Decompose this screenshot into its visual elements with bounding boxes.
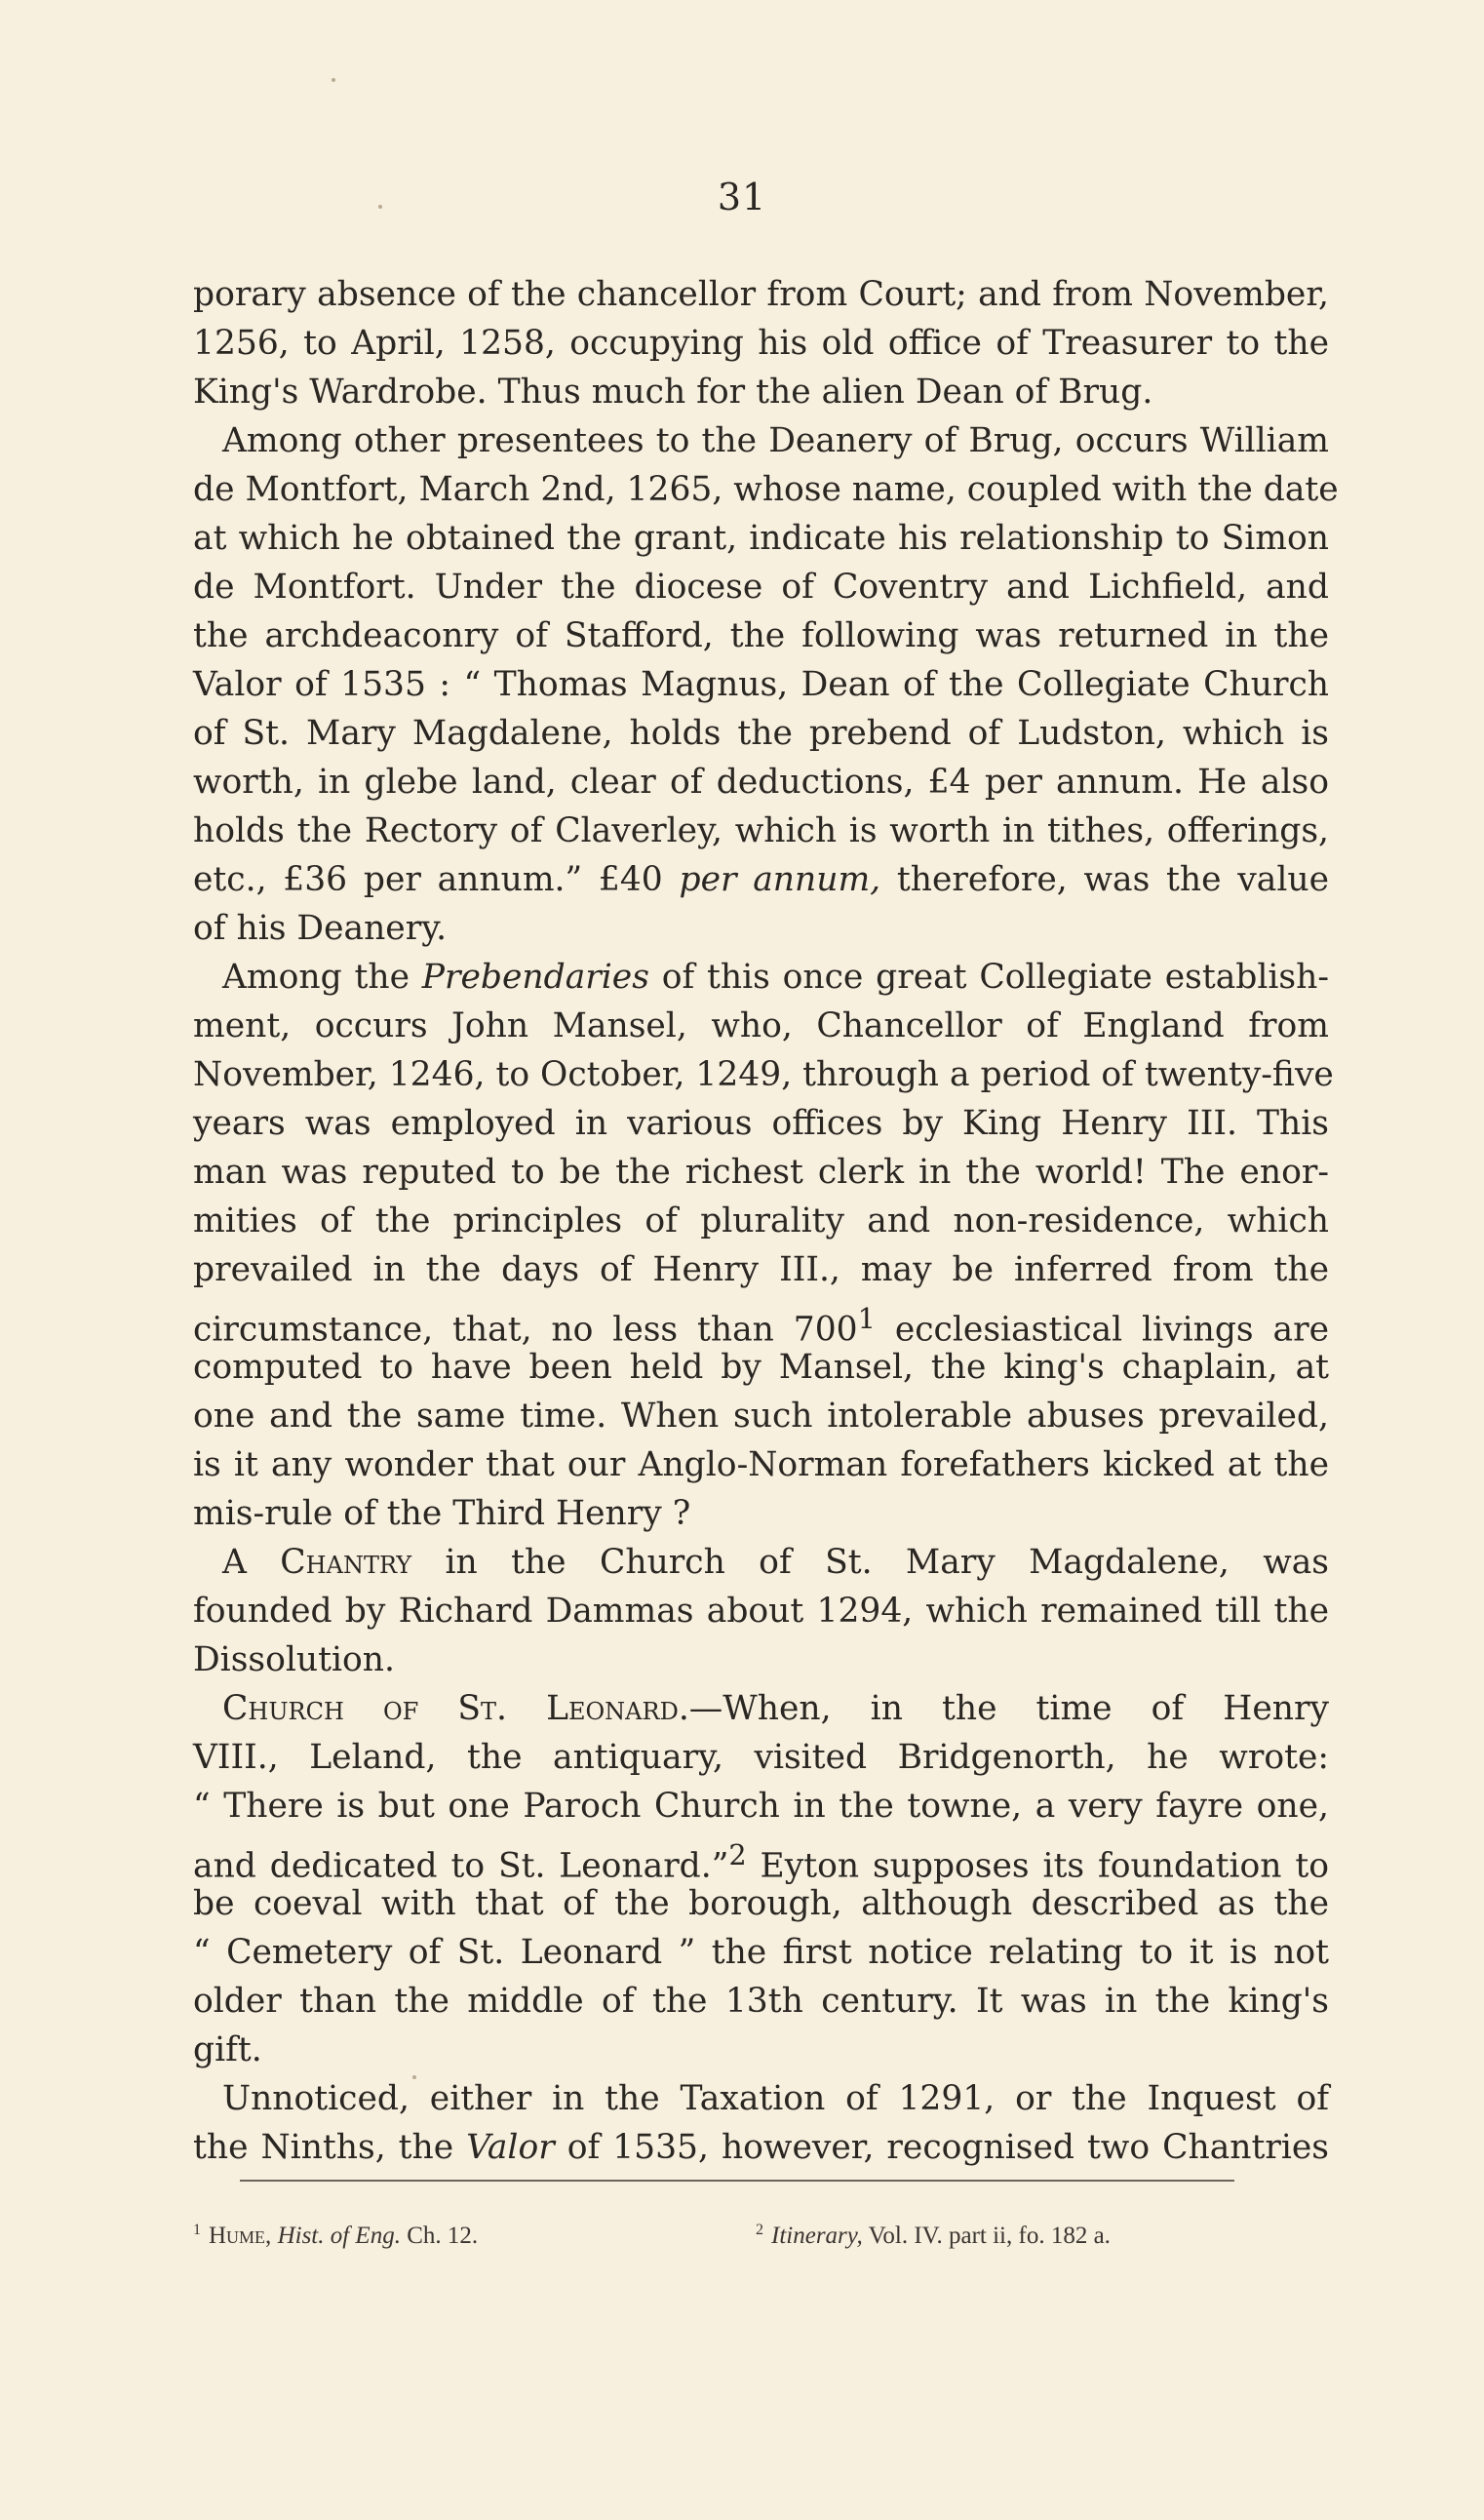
footnote-ref: Vol. IV. part ii, fo. 182 a. — [868, 2223, 1111, 2249]
text-segment: A — [222, 1543, 247, 1582]
footnote-2 — [756, 2222, 1111, 2250]
text-segment: ecclesiastical livings are — [894, 1310, 1329, 1350]
text-line: the archdeaconry of Stafford, the following was returned in the — [193, 616, 1329, 655]
text-line — [193, 1294, 1329, 1350]
text-segment: —When, in the time of Henry — [688, 1689, 1329, 1728]
text-line: years was employed in various offices by King Henry III. This — [193, 1104, 1329, 1143]
text-line: mis-rule of the Third Henry ? — [193, 1494, 691, 1533]
text-line: holds the Rectory of Claverley, which is worth in tithes, offerings, — [193, 811, 1329, 850]
text-line: prevailed in the days of Henry III., may be inferred from the — [193, 1250, 1329, 1289]
text-segment: therefore, was the value — [896, 860, 1329, 899]
text-line: Dissolution. — [193, 1640, 395, 1679]
paragraph-start — [193, 953, 1329, 1002]
paragraph-start: Among other presentees to the Deanery of Brug, occurs William — [222, 421, 1329, 460]
footnote-mark: 2 — [756, 2222, 763, 2238]
text-line: of his Deanery. — [193, 909, 448, 948]
text-line: one and the same time. When such intolerable abuses prevailed, — [193, 1397, 1329, 1436]
footnote-ref: Ch. 12. — [407, 2223, 479, 2249]
footnote-divider — [240, 2180, 1234, 2182]
paper-speck — [332, 78, 335, 82]
text-line — [193, 2123, 1329, 2172]
text-line: ment, occurs John Mansel, who, Chancellor of England from — [193, 1006, 1329, 1045]
text-line: of St. Mary Magdalene, holds the prebend of Ludston, which is — [193, 714, 1329, 753]
paragraph-start — [193, 1684, 1329, 1733]
italic-phrase: Valor — [466, 2128, 555, 2167]
text-line: be coeval with that of the borough, although described as the — [193, 1884, 1329, 1923]
text-line: porary absence of the chancellor from Court; and from November, — [193, 275, 1329, 314]
text-segment: Among the — [222, 958, 410, 997]
text-line: 1256, to April, 1258, occupying his old office of Treasurer to the — [193, 324, 1329, 363]
text-line: Valor of 1535 : “ Thomas Magnus, Dean of the Collegiate Church — [193, 665, 1329, 704]
body-text — [193, 270, 1339, 2172]
text-segment: of 1535, however, recognised two Chantries — [566, 2128, 1329, 2167]
footnote-work: Itinerary, — [771, 2223, 863, 2249]
paper-speck — [378, 205, 382, 209]
text-line — [193, 1831, 1329, 1886]
footnote-mark: 1 — [193, 2222, 201, 2238]
text-line — [193, 855, 1329, 904]
small-caps-heading: Chantry — [280, 1543, 412, 1582]
text-line: worth, in glebe land, clear of deductions, £4 per annum. He also — [193, 763, 1329, 802]
text-line: founded by Richard Dammas about 1294, which remained till the — [193, 1592, 1329, 1631]
text-segment: Eyton supposes its foundation to — [760, 1846, 1329, 1886]
text-line: gift. — [193, 2030, 262, 2069]
italic-phrase: per annum, — [679, 860, 881, 899]
text-line: is it any wonder that our Anglo-Norman forefathers kicked at the — [193, 1445, 1329, 1484]
text-line: de Montfort. Under the diocese of Coventry and Lichfield, and — [193, 568, 1329, 607]
section-heading: Church of St. Leonard. — [222, 1689, 689, 1728]
page-number: 31 — [717, 176, 767, 218]
text-line: “ There is but one Paroch Church in the towne, a very fayre one, — [193, 1787, 1329, 1826]
text-line: “ Cemetery of St. Leonard ” the first notice relating to it is not — [193, 1933, 1329, 1972]
italic-phrase: Prebendaries — [421, 958, 649, 997]
text-line: de Montfort, March 2nd, 1265, whose name, coupled with the date — [193, 470, 1339, 509]
footnote-author: Hume, — [209, 2223, 272, 2249]
text-line: older than the middle of the 13th century. It was in the king's — [193, 1982, 1329, 2021]
text-segment: etc., £36 per annum.” £40 — [193, 860, 663, 899]
paragraph-start: Unnoticed, either in the Taxation of 1291, or the Inquest of — [222, 2079, 1329, 2118]
text-segment: of this once great Collegiate establish- — [661, 958, 1330, 997]
text-segment: in the Church of St. Mary Magdalene, was — [445, 1543, 1329, 1582]
text-line: mities of the principles of plurality and non-residence, which — [193, 1201, 1329, 1240]
paper-speck — [412, 2075, 416, 2079]
footnote-ref-2: 2 — [728, 1838, 747, 1871]
paragraph-start — [193, 1538, 1329, 1587]
text-line: man was reputed to be the richest clerk in the world! The enor- — [193, 1153, 1329, 1192]
text-segment: the Ninths, the — [193, 2128, 454, 2167]
footnote-ref-1: 1 — [857, 1302, 876, 1335]
text-line: VIII., Leland, the antiquary, visited Bridgenorth, he wrote: — [193, 1738, 1329, 1777]
footnote-work: Hist. of Eng. — [277, 2223, 401, 2249]
text-line: computed to have been held by Mansel, the king's chaplain, at — [193, 1348, 1329, 1387]
text-segment: and dedicated to St. Leonard.” — [193, 1846, 729, 1886]
text-line: November, 1246, to October, 1249, through a period of twenty-five — [193, 1055, 1334, 1094]
text-line: at which he obtained the grant, indicate his relationship to Simon — [193, 519, 1329, 558]
text-segment: circumstance, that, no less than 700 — [193, 1310, 858, 1350]
footnote-1 — [193, 2222, 478, 2250]
text-line: King's Wardrobe. Thus much for the alien Dean of Brug. — [193, 373, 1153, 412]
